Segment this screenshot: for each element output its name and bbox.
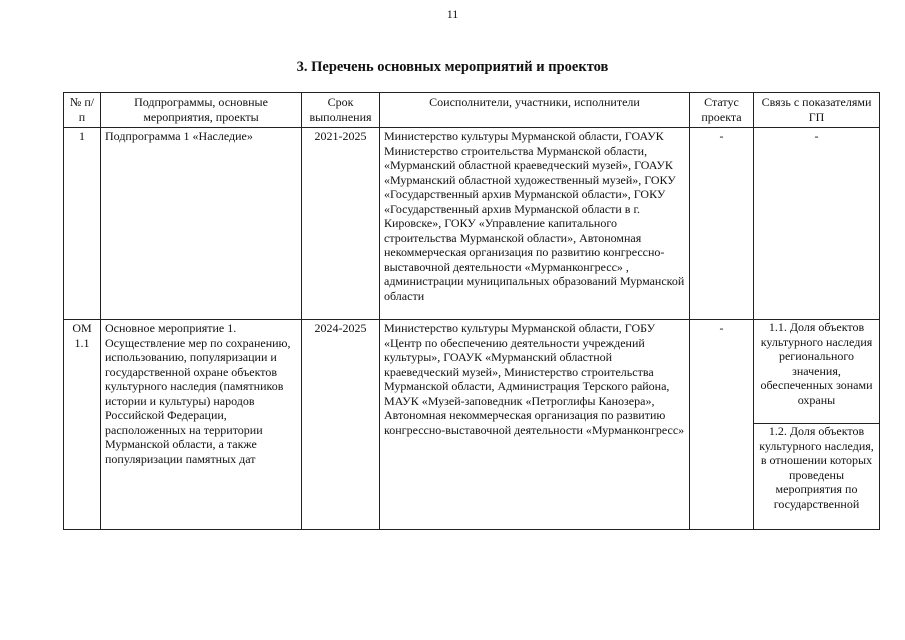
table-row [64,128,880,320]
section-heading: 3. Перечень основных мероприятий и проектов [296,59,609,75]
activities-table [63,92,880,530]
row-executors: Министерство культуры Мурманской области, ГОБУ «Центр по обеспечению деятельности учреждений культуры», ГОАУК «Мурманский областной краеведческий музей», Министерство строительства Мурманской области, Администрация Терского района, МАУК «Музей-заповедник «Петроглифы Канозера», Автономная некоммерческая организация по развитию конгрессно-выставочной деятельности «Мурманконгресс» [380,320,690,530]
row-number: ОМ 1.1 [64,320,101,530]
header-status: Статус проекта [690,93,754,128]
header-name: Подпрограммы, основные мероприятия, проекты [101,93,302,128]
row-name: Основное мероприятие 1. Осуществление мер по сохранению, использованию, популяризации и государственной охране объектов культурного наследия (памятников истории и культуры) народов Российской Федерации, расположенных на территории Мурманской области, а также популяризации памятных дат [101,320,302,530]
header-term: Срок выполнения [302,93,380,128]
row-term: 2024-2025 [302,320,380,530]
row-indicators [754,320,880,530]
row-number: 1 [64,128,101,320]
table-header-row [64,93,880,128]
row-executors: Министерство культуры Мурманской области, ГОАУК Министерство строительства Мурманской области, «Мурманский областной краеведческий музей», ГОАУК «Мурманский областной художественный музей», ГОКУ «Государственный архив Мурманской области», ГОКУ «Государственный архив Мурманской области в г. Кировске», ГОКУ «Управление капитального строительства Мурманской области», Автономная некоммерческая организация по развитию конгрессно-выставочной деятельности «Мурманконгресс» , администрации муниципальных образований Мурманской области [380,128,690,320]
indicator-1-2: 1.2. Доля объектов культурного наследия, в отношении которых проведены мероприятия по государственной [754,423,879,526]
row-name: Подпрограмма 1 «Наследие» [101,128,302,320]
header-number: № п/п [64,93,101,128]
page-number: 11 [446,7,459,21]
header-executors: Соисполнители, участники, исполнители [380,93,690,128]
header-indicators: Связь с показателями ГП [754,93,880,128]
row-status: - [690,128,754,320]
table-row [64,320,880,530]
row-indicator: - [754,128,880,320]
indicator-1-1: 1.1. Доля объектов культурного наследия регионального значения, обеспеченных зонами охраны [760,320,873,407]
row-term: 2021-2025 [302,128,380,320]
row-status: - [690,320,754,530]
